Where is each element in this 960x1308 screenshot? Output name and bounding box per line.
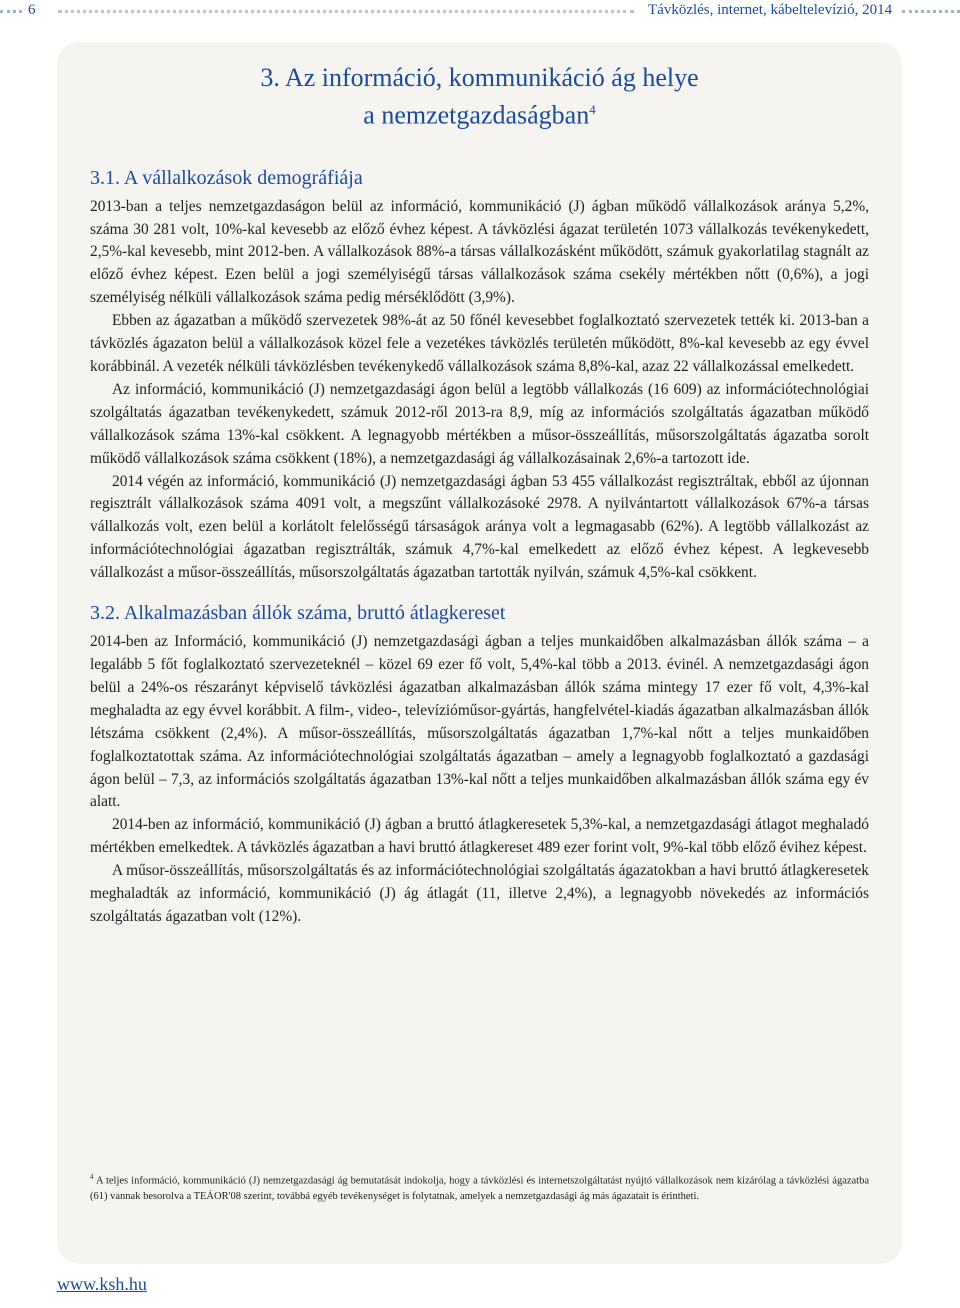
chapter-title [90,62,869,132]
footnote-marker: 4 [90,1173,94,1181]
header-dotted-rule [58,10,634,13]
header-dotted-rule-left [0,10,22,13]
paragraph: 2014-ben az Információ, kommunikáció (J) nemzetgazdasági ágban a teljes munkaidőben alkalmazásban állók száma – a legalább 5 főt foglalkoztató szervezeteknél – közel 69 ezer fő volt, 5,4%-kal több a 2013. évinél. A nemzetgazdasági ágon belül a 24%-os részarányt képviselő távközlési ágazatban alkalmazásban állók száma mintegy 17 ezer fő volt, 4,3%-kal meghaladta az egy évvel korábbit. A film-, video-, televízióműsor-gyártás, hangfelvétel-kiadás ágazatban alkalmazásban állók létszáma csökkent (2,4%). A műsor-összeállítás, műsorszolgáltatás ágazatban 1,7%-kal nőtt a teljes munkaidőben foglalkoztatottak száma. Az információtechnológiai szolgáltatás ágazatban – amely a legnagyobb foglalkoztató a gazdasági ágon belül – 7,3, az információs szolgáltatás ágazatban 13%-kal nőtt a teljes munkaidőben alkalmazásban állók száma egy év alatt. [90,633,869,811]
chapter-title-line1: 3. Az információ, kommunikáció ág helye [260,63,699,92]
chapter-title-line2: a nemzetgazdaságban [363,100,590,130]
paragraph: 2013-ban a teljes nemzetgazdaságon belül az információ, kommunikáció (J) ágban működő vállalkozások aránya 5,2%, száma 30 281 volt, 10%-kal kevesebb az előző évhez képest. A távközlési ágazat területén 1073 vállalkozás tevékenykedett, 2,5%-kal kevesebb, mint 2012-ben. A vállalkozások 88%-a társas vállalkozásként működött, számuk gyakorlatilag stagnált az előző évhez képest. Ezen belül a jogi személyiségű társas vállalkozások száma csekély mértékben nőtt (0,6%), a jogi személyiség nélküli vállalkozások száma pedig mérséklődött (3,9%). [90,197,869,307]
paragraph: Ebben az ágazatban a működő szervezetek 98%-át az 50 főnél kevesebbet foglalkoztató szervezetek tették ki. 2013-ban a távközlés ágazaton belül a vállalkozások közel fele a vezetékes távközlés területén működött, 8%-kal kevesebb az egy évvel korábbinál. A vezeték nélküli távközlésben tevékenykedő vállalkozások száma 8,8%-kal, azaz 22 vállalkozással emelkedett. [90,312,869,375]
running-title: Távközlés, internet, kábeltelevízió, 2014 [648,2,893,18]
paragraph: A műsor-összeállítás, műsorszolgáltatás és az információtechnológiai szolgáltatás ágazatokban a havi bruttó átlagkeresetek meghaladták az információ, kommunikáció (J) ág átlagát (11, illetve 2,4%), a legnagyobb növekedés az információs szolgáltatás ágazatban volt (12%). [90,862,869,925]
header-dotted-rule-right [902,10,960,13]
footer-link[interactable]: www.ksh.hu [57,1274,147,1294]
footnote-text: A teljes információ, kommunikáció (J) nemzetgazdasági ág bemutatását indokolja, hogy a távközlési és internetszolgáltatást nyújtó vállalkozások nem kizárólag a távközlési ágazatba (61) vannak besorolva a TEÁOR'08 szerint, továbbá egyéb tevékenységet is folytatnak, amelyek a nemzetgazdasági ág más ágazatait is érintheti. [90,1175,870,1202]
page-number: 6 [28,2,36,18]
main-content [90,62,869,929]
paragraph: Az információ, kommunikáció (J) nemzetgazdasági ágon belül a legtöbb vállalkozás (16 609) az információtechnológiai szolgáltatás ágazatban tevékenykedett, számuk 2012-ről 2013-ra 8,9, míg az információs szolgáltatás ágazatban működő vállalkozások száma 13%-kal csökkent. A legnagyobb mértékben a műsor-összeállítás, műsorszolgáltatás ágazatba sorolt működő vállalkozások száma csökkent (18%), a nemzetgazdasági ág vállalkozásainak 2,6%-a tartozott ide. [90,380,869,467]
paragraph: 2014 végén az információ, kommunikáció (J) nemzetgazdasági ágban 53 455 vállalkozást regisztráltak, ebből az újonnan regisztrált vállalkozások száma 4091 volt, a megszűnt vállalkozásoké 2978. A nyilvántartott vállalkozások 67%-a társas vállalkozás volt, ezen belül a korlátolt felelősségű társaságok aránya volt a legmagasabb (62%). A legtöbb vállalkozást az információtechnológiai ágazatban regisztrálták, számuk 4,7%-kal emelkedett az előző évhez képest. A legkevesebb vállalkozást a műsor-összeállítás, műsorszolgáltatás ágazatban tartották nyilván, számuk 4,5%-kal csökkent. [90,472,869,582]
footnote [90,1170,869,1204]
section-heading-employment: 3.2. Alkalmazásban állók száma, bruttó átlagkereset [90,602,506,625]
paragraph: 2014-ben az információ, kommunikáció (J) ágban a bruttó átlagkeresetek 5,3%-kal, a nemzetgazdasági átlagot meghaladó mértékben emelkedtek. A távközlés ágazatban a havi bruttó átlagkereset 489 ezer forint volt, 9%-kal több előző évihez képest. [90,816,869,857]
page-header [0,0,960,26]
section-heading-demography: 3.1. A vállalkozások demográfiája [90,166,363,189]
footnote-reference[interactable]: 4 [589,102,596,117]
